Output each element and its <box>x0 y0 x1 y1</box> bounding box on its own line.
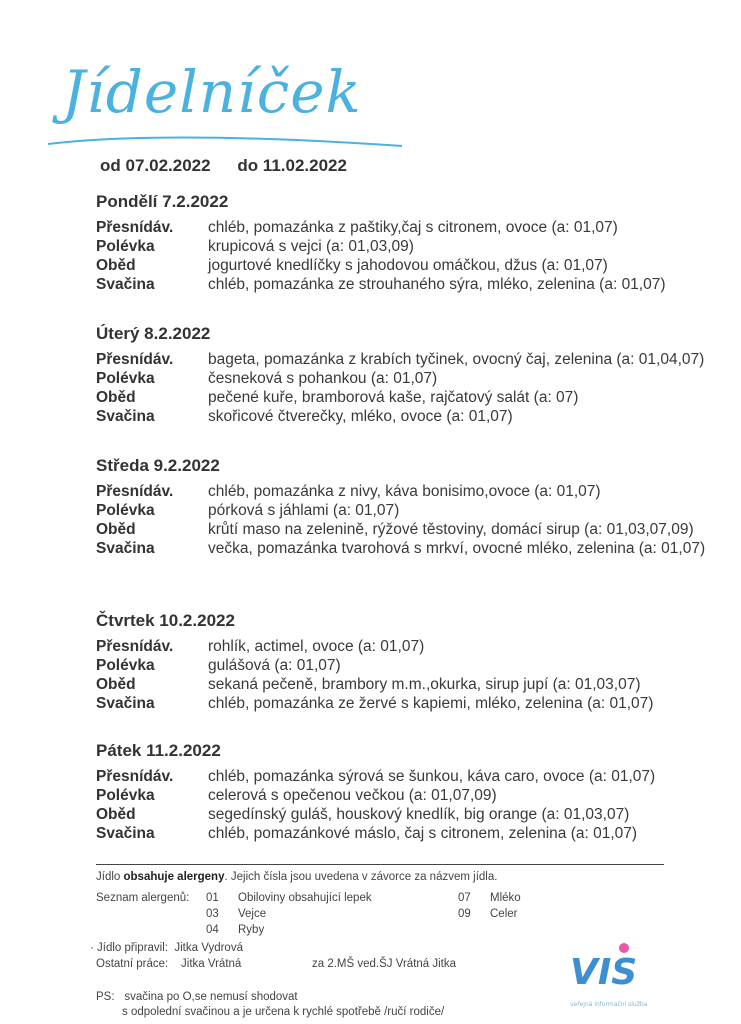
allergen-item <box>206 908 266 920</box>
meal-row <box>96 656 706 675</box>
meal-row <box>96 237 706 256</box>
meal-label: Polévka <box>96 787 155 804</box>
meal-text: chléb, pomazánka ze žervé s kapiemi, mléko, zelenina (a: 01,07) <box>208 695 654 712</box>
day-title: Čtvrtek 10.2.2022 <box>96 611 235 630</box>
allergen-note-bold: obsahuje alergeny <box>123 871 225 883</box>
meal-label: Oběd <box>96 676 136 693</box>
day-title: Středa 9.2.2022 <box>96 456 220 475</box>
meal-label: Oběd <box>96 806 136 823</box>
meal-row <box>96 501 706 520</box>
meal-text: bageta, pomazánka z krabích tyčinek, ovocný čaj, zelenina (a: 01,04,07) <box>208 351 705 368</box>
title-swoosh-decoration <box>46 120 406 150</box>
meal-text: chléb, pomazánka z nivy, káva bonisimo,ovoce (a: 01,07) <box>208 483 601 500</box>
date-to: do 11.02.2022 <box>237 156 347 175</box>
allergen-note-prefix: Jídlo <box>96 871 124 883</box>
meal-text: krupicová s vejci (a: 01,03,09) <box>208 238 414 255</box>
allergen-item <box>206 924 264 936</box>
logo-text: VIS <box>570 952 638 993</box>
prepared-by: · Jídlo připravil: Jitka Vydrová <box>90 942 243 954</box>
day-block-wednesday <box>96 456 706 558</box>
meal-text: gulášová (a: 01,07) <box>208 657 341 674</box>
ps-note <box>96 990 444 1020</box>
allergen-number: 03 <box>206 908 219 920</box>
meal-row <box>96 256 706 275</box>
meal-label: Přesnídáv. <box>96 638 174 655</box>
meal-label: Přesnídáv. <box>96 351 174 368</box>
meal-label: Přesnídáv. <box>96 768 174 785</box>
day-title: Úterý 8.2.2022 <box>96 324 211 343</box>
ps-line1: svačina po O,se nemusí shodovat <box>124 991 298 1003</box>
allergen-note <box>96 871 497 883</box>
ps-label: PS: <box>96 991 115 1003</box>
meal-row <box>96 539 706 558</box>
meal-row <box>96 407 706 426</box>
logo-subtitle: veřejná informační služba <box>570 1001 648 1008</box>
allergen-name: Obiloviny obsahující lepek <box>238 892 372 904</box>
meal-text: pečené kuře, bramborová kaše, rajčatový salát (a: 07) <box>208 389 579 406</box>
allergen-item <box>458 892 521 904</box>
divider-line <box>96 864 664 865</box>
date-from: od 07.02.2022 <box>100 156 211 175</box>
meal-row <box>96 767 706 786</box>
meal-text: jogurtové knedlíčky s jahodovou omáčkou, džus (a: 01,07) <box>208 257 608 274</box>
other-label: Ostatní práce: <box>96 958 169 970</box>
meal-row <box>96 824 706 843</box>
meal-label: Polévka <box>96 370 155 387</box>
meal-text: večka, pomazánka tvarohová s mrkví, ovocné mléko, zelenina (a: 01,07) <box>208 540 706 557</box>
day-title: Pondělí 7.2.2022 <box>96 192 229 211</box>
allergen-number: 01 <box>206 892 219 904</box>
day-block-thursday <box>96 611 706 713</box>
meal-text: chléb, pomazánka z paštiky,čaj s citronem, ovoce (a: 01,07) <box>208 219 618 236</box>
meal-row <box>96 482 706 501</box>
meal-row <box>96 369 706 388</box>
allergen-item <box>458 908 517 920</box>
meal-row <box>96 520 706 539</box>
day-title: Pátek 11.2.2022 <box>96 741 221 760</box>
meal-label: Oběd <box>96 389 136 406</box>
meal-text: chléb, pomazánka ze strouhaného sýra, mléko, zelenina (a: 01,07) <box>208 276 666 293</box>
meal-label: Svačina <box>96 825 155 842</box>
meal-row <box>96 786 706 805</box>
meal-text: skořicové čtverečky, mléko, ovoce (a: 01,07) <box>208 408 513 425</box>
meal-text: chléb, pomazánka sýrová se šunkou, káva caro, ovoce (a: 01,07) <box>208 768 656 785</box>
meal-row <box>96 350 706 369</box>
day-block-friday <box>96 741 706 843</box>
meal-row <box>96 218 706 237</box>
signature-line: za 2.MŠ ved.ŠJ Vrátná Jitka <box>312 958 457 970</box>
meal-row <box>96 675 706 694</box>
date-range <box>100 156 369 176</box>
ps-line2: s odpolední svačinou a je určena k rychlé spotřebě /ručí rodiče/ <box>122 1006 445 1018</box>
other-work <box>96 958 241 970</box>
meal-label: Přesnídáv. <box>96 219 174 236</box>
allergen-name: Ryby <box>238 924 265 936</box>
meal-text: sekaná pečeně, brambory m.m.,okurka, sirup jupí (a: 01,03,07) <box>208 676 641 693</box>
menu-title: Jídelníček <box>62 58 362 126</box>
meal-label: Polévka <box>96 238 155 255</box>
allergen-number: 04 <box>206 924 219 936</box>
meal-label: Oběd <box>96 257 136 274</box>
prepared-name: Jitka Vydrová <box>174 942 243 954</box>
meal-row <box>96 637 706 656</box>
prepared-label: Jídlo připravil: <box>97 942 168 954</box>
allergen-number: 07 <box>458 892 471 904</box>
meal-label: Svačina <box>96 695 155 712</box>
allergen-item <box>206 892 372 904</box>
allergen-note-suffix: . Jejich čísla jsou uvedena v závorce za názvem jídla. <box>224 871 498 883</box>
day-block-tuesday <box>96 324 706 426</box>
allergen-name: Mléko <box>490 892 521 904</box>
meal-label: Oběd <box>96 521 136 538</box>
vis-logo-icon <box>566 940 676 1012</box>
allergen-list-label: Seznam alergenů: <box>96 892 190 904</box>
meal-label: Svačina <box>96 276 155 293</box>
meal-label: Polévka <box>96 502 155 519</box>
meal-row <box>96 388 706 407</box>
allergen-number: 09 <box>458 908 471 920</box>
meal-row <box>96 805 706 824</box>
allergen-name: Vejce <box>238 908 267 920</box>
allergen-name: Celer <box>490 908 518 920</box>
meal-label: Polévka <box>96 657 155 674</box>
meal-label: Svačina <box>96 408 155 425</box>
meal-text: krůtí maso na zelenině, rýžové těstoviny, domácí sirup (a: 01,03,07,09) <box>208 521 694 538</box>
meal-label: Svačina <box>96 540 155 557</box>
meal-label: Přesnídáv. <box>96 483 174 500</box>
other-name: Jitka Vrátná <box>181 958 242 970</box>
meal-text: chléb, pomazánkové máslo, čaj s citronem, zelenina (a: 01,07) <box>208 825 638 842</box>
meal-text: celerová s opečenou večkou (a: 01,07,09) <box>208 787 497 804</box>
meal-text: česneková s pohankou (a: 01,07) <box>208 370 438 387</box>
meal-row <box>96 694 706 713</box>
meal-text: pórková s jáhlami (a: 01,07) <box>208 502 400 519</box>
meal-text: segedínský guláš, houskový knedlík, big orange (a: 01,03,07) <box>208 806 630 823</box>
meal-row <box>96 275 706 294</box>
day-block-monday <box>96 192 706 294</box>
meal-text: rohlík, actimel, ovoce (a: 01,07) <box>208 638 425 655</box>
